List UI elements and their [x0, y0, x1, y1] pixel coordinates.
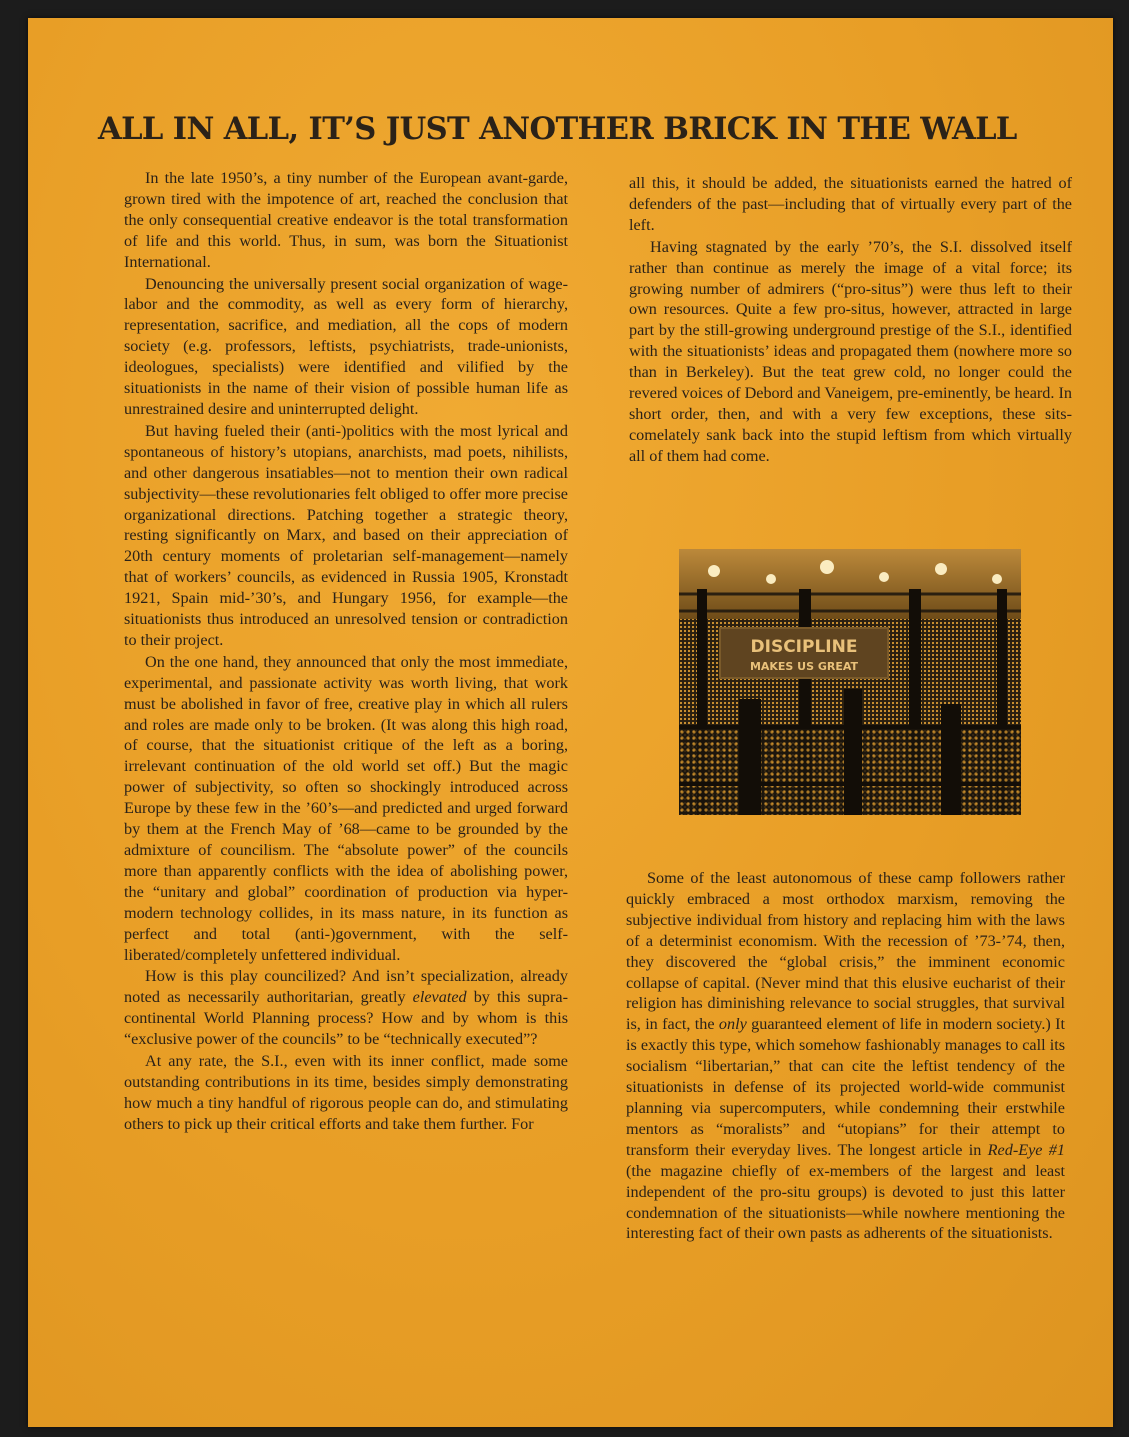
text-run: How is this play councilized? And isn’t specialization, already noted as necessarily authoritarian, greatly: [124, 967, 568, 1007]
paragraph: Denouncing the universally present social organization of wage-labor and the commodity, as well as every form of hierarchy, representation, sacrifice, and mediation, all the cops of modern society (e.g. professors, leftists, psychiatrists, trade-unionists, ideologues, specialists) were identified and vilified by the situationists in the name of their vision of possible human life as unrestrained desire and uninterrupted delight.: [124, 274, 568, 418]
left-column: [124, 168, 568, 1135]
paragraph: On the one hand, they announced that only the most immediate, experimental, and passionate activity was worth living, that work must be abolished in favor of free, creative play in which all rulers and roles are made only to be broken. (It was along this high road, of course, that the situationist critique of the left as a boring, irrelevant continuation of the old world set off.) But the magic power of subjectivity, so often so shockingly introduced across Europe by these few in the ’60’s—and predicted and urged forward by them at the French May of ’68—came to be grounded by the admixture of councilism. The “absolute power” of the councils more than apparently conflicts with the idea of abolishing power, the “unitary and global” coordination of production via hyper-modern technology collides, in its mass nature, in its function as perfect and total (anti-)government, with the self-liberated/completely unfettered individual.: [124, 652, 568, 964]
right-column-top: [629, 173, 1072, 467]
italic-text: Red-Eye #1: [987, 1140, 1065, 1159]
paragraph: But having fueled their (anti-)politics with the most lyrical and spontaneous of history’s utopians, anarchists, mad poets, nihilists, and other dangerous insatiables—not to mention their own radical subjectivity—these revolutionaries felt obliged to offer more precise organizational directions. Patching together a strategic theory, resting significantly on Marx, and based on their appreciation of 20th century moments of proletarian self-management—namely that of workers’ councils, as evidenced in Russia 1905, Kronstadt 1921, Spain mid-’30’s, and Hungary 1956, for example—the situationists thus introduced an unresolved tension or contradiction to their project.: [124, 421, 568, 649]
text-run: guaranteed element of life in modern society.) It is exactly this type, which somehow fashionably manages to call its socialism “libertarian,” that can cite the leftist tendency of the situationists in defense of its projected world-wide communist planning via supercomputers, while condemning their erstwhile mentors as “moralists” and “utopians” for their attempt to transform their everyday lives. The longest article in: [626, 1015, 1065, 1159]
sign-line-1: DISCIPLINE: [750, 637, 858, 657]
paragraph: [626, 868, 1065, 1244]
italic-text: elevated: [412, 988, 467, 1007]
paragraph: At any rate, the S.I., even with its inner conflict, made some outstanding contributions in its time, besides simply demonstrating how much a tiny handful of rigorous people can do, and stimulating others to pick up their critical efforts and take them further. For: [124, 1052, 568, 1133]
sign-line-2: MAKES US GREAT: [749, 660, 859, 673]
discipline-photo: [679, 549, 1021, 815]
paragraph: Having stagnated by the early ’70’s, the S.I. dissolved itself rather than continue as merely the image of a vital force; its growing number of admirers (“pro-situs”) were thus left to their own resources. Quite a few pro-situs, however, attracted in large part by the still-growing underground prestige of the S.I., identified with the situationists’ ideas and propagated them (nowhere more so than in Berkeley). But the teat grew cold, no longer could the revered voices of Debord and Vaneigem, pre-eminently, be heard. In short order, then, and with a very few exceptions, these sits-comelately sank back into the stupid leftism from which virtually all of them had come.: [629, 237, 1072, 465]
paragraph-continued: all this, it should be added, the situationists earned the hatred of defenders of the past—including that of virtually every part of the left.: [629, 174, 1072, 234]
italic-text: only: [718, 1015, 747, 1034]
photo-illustration: [679, 549, 1021, 815]
headline: ALL IN ALL, IT’S JUST ANOTHER BRICK IN THE WALL: [98, 111, 1017, 147]
text-run: by this supra-continental World Planning process? How and by whom is this “exclusive power of the councils” to be “technically executed”?: [124, 988, 568, 1049]
flyer-sheet: [28, 18, 1113, 1427]
paragraph: In the late 1950’s, a tiny number of the European avant-garde, grown tired with the impotence of art, reached the conclusion that the only consequential creative endeavor is the total transformation of life and this world. Thus, in sum, was born the Situationist International.: [124, 169, 568, 271]
right-column-bottom: [626, 868, 1065, 1244]
text-run: Some of the least autonomous of these camp followers rather quickly embraced a most orthodox marxism, removing the subjective individual from history and replacing him with the laws of a determinist economism. With the recession of ’73-’74, then, they discovered the “global crisis,” the imminent economic collapse of capital. (Never mind that this elusive eucharist of their religion has diminishing relevance to social struggles, that survival is, in fact, the: [626, 869, 1065, 1034]
text-run: (the magazine chiefly of ex-members of the largest and least independent of the pro-situ groups) is devoted to just this latter condemnation of the situationists—while nowhere mentioning the interesting fact of their own pasts as adherents of the situationists.: [626, 1161, 1065, 1243]
paragraph: [124, 966, 568, 1050]
